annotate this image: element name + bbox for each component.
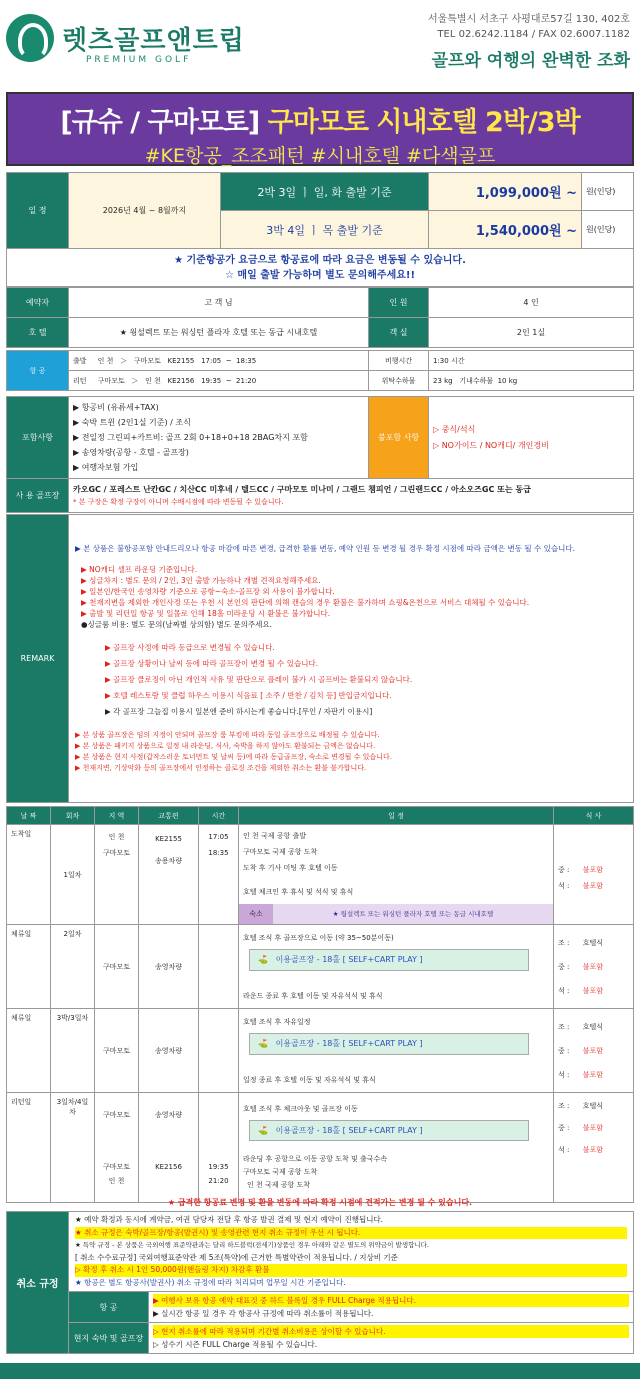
plan-item: 호텔 조식 후 골프장으로 이동 (약 35~50분이동) — [243, 933, 394, 942]
meal-value: 호텔식 — [582, 1102, 604, 1110]
flight-arr: 18:35 — [236, 356, 257, 365]
col-round: 회차 — [51, 807, 95, 825]
page-title — [8, 100, 632, 139]
remark-item: ▶ 호텔 레스토랑 및 클럽 하우스 이용시 식음료 [ 소주 / 반찬 / 김치 등] 반입금지입니다. — [105, 691, 392, 700]
people-value: 4 인 — [429, 288, 634, 318]
header — [0, 0, 640, 86]
remark-item: ▶ 골프장 클로징이 아닌 개인적 사유 및 판단으로 플레이 불가 시 골프비는 환불되지 않습니다. — [105, 675, 413, 684]
room-value: 2인 1실 — [429, 318, 634, 348]
day-plan — [239, 1009, 554, 1093]
flight-to: 인 천 — [145, 376, 161, 385]
day-transport: 송영차량 — [139, 1009, 199, 1093]
golf-course: 이용골프장 - 18홀 [ SELF+CART PLAY ] — [275, 954, 423, 964]
carryon-label: 기내수하물 — [459, 376, 494, 385]
transport-item: KE2155 — [155, 834, 182, 843]
included-item: ▶ 숙박 트윈 (2인1실 기준) / 조식 — [73, 418, 191, 427]
col-date: 날 짜 — [7, 807, 51, 825]
hotel-value: ★ 웡설렉트 또는 워싱턴 플라자 호텔 또는 동급 시내호텔 — [69, 318, 369, 348]
day-row — [7, 1009, 634, 1093]
stay-value: ★ 웡설렉트 또는 워싱턴 플라자 호텔 또는 동급 시내호텔 — [273, 904, 553, 924]
meal-label: 조 : — [558, 938, 570, 947]
day-row — [7, 825, 634, 925]
cancel-line: ★ 취소 규정은 숙박/골프장/항공(발권시) 및 송영관련 현지 취소 규정이 우선 시 됩니다. — [75, 1227, 627, 1240]
remark-item: ▶ 일본인/한국인 송영차량 기준으로 공항~숙소-골프장 외 사용이 불가합니다. — [81, 587, 335, 596]
transport-item: KE2156 — [155, 1162, 182, 1171]
day-round: 2일차 — [51, 925, 95, 1009]
area-item: 인 천 — [108, 832, 125, 841]
price-3day: 1,099,000원 ~ — [429, 173, 582, 211]
transport-item: 송용차량 — [154, 856, 183, 865]
cancel-line: ▷ 확정 후 취소 시 1인 50,000원(핸들링 차지) 차감후 환불 — [75, 1264, 627, 1277]
remark-label: REMARK — [7, 515, 69, 803]
brand-name: 렛츠골프앤트립 — [62, 26, 245, 56]
golf-flag-icon: ⛳ — [258, 1126, 268, 1135]
day-row — [7, 925, 634, 1009]
people-label: 인 원 — [369, 288, 429, 318]
flight-dir: 리턴 — [73, 376, 87, 385]
flight-time-label: 비행시간 — [369, 351, 429, 371]
flight-arrow: ＞ — [120, 356, 128, 365]
meal-value: 불포함 — [582, 881, 604, 890]
cancel-table — [6, 1211, 634, 1354]
meal-value: 호텔식 — [582, 938, 604, 947]
courses-label: 사 용 골프장 — [7, 479, 69, 513]
carryon-value: 10 kg — [497, 376, 518, 385]
price-4day: 1,540,000원 ~ — [429, 211, 582, 249]
day-date: 체류일 — [7, 925, 51, 1009]
meal-label: 석 : — [558, 986, 570, 995]
courses-note: * 본 구장은 확정 구장이 아니며 수배시점에 따라 변동될 수 있습니다. — [73, 497, 284, 506]
plan-item: 구마모토 국제 공항 도착 — [243, 847, 318, 856]
flight-dep: 19:35 — [201, 376, 222, 385]
meal-label: 중 : — [558, 865, 570, 874]
included-item: ▶ 여행자보험 가입 — [73, 463, 139, 472]
price-unit: 원(인당) — [582, 173, 634, 211]
slogan: 골프와 여행의 완벽한 조화 — [431, 51, 630, 71]
golf-flag-icon: ⛳ — [258, 954, 268, 964]
day-round: 3일차/4일차 — [51, 1093, 95, 1203]
meal-value: 불포함 — [582, 962, 604, 971]
transport-item: 송영차량 — [154, 1110, 183, 1119]
cancel-line: [ 취소 수수료규정] 국외여행표준약관 제 5조(특약)에 근거한 특별약관이 적용됩니다. / 지상비 기준 — [75, 1252, 398, 1262]
day-plan — [239, 1093, 554, 1203]
col-area: 지 역 — [95, 807, 139, 825]
stay-label: 숙소 — [239, 904, 273, 924]
day-time — [199, 1093, 239, 1203]
price-unit: 원(인당) — [582, 211, 634, 249]
remark-content — [69, 515, 634, 803]
time-item: 21:20 — [208, 1176, 229, 1185]
excluded-item: ▷ 중식/석식 — [433, 424, 476, 434]
golf-logo-icon — [6, 14, 54, 62]
golf-course: 이용골프장 - 18홀 [ SELF+CART PLAY ] — [275, 1038, 423, 1048]
day-plan — [239, 925, 554, 1009]
remark-table — [6, 514, 634, 803]
included-label: 포함사항 — [7, 397, 69, 479]
cancel-line: ★ 특약 규정 - 본 상품은 국외여행 표준약관과는 달리 하드블럭(전세기)상품인 경우 아래와 같은 별도의 위약금이 발생합니다. — [75, 1241, 429, 1249]
remark-item: ▶ 천재지변을 제외한 개인사정 또는 우천 시 본인의 판단에 의해 캔슬의 경우 환불은 불가하며 쇼핑&온천으로 서비스 대체될 수 있습니다. — [81, 598, 530, 607]
day-round: 3박/3일차 — [51, 1009, 95, 1093]
included-table — [6, 396, 634, 513]
baggage-label: 위탁수하물 — [369, 371, 429, 391]
meal-value: 불포함 — [582, 1070, 604, 1079]
day-date: 체류일 — [7, 1009, 51, 1093]
address: 서울특별시 서초구 사평대로57길 130, 402호 — [427, 14, 630, 25]
area-item: 구마모토 — [102, 848, 131, 857]
info-table — [6, 287, 634, 348]
period: 2026년 4월 ~ 8월까지 — [69, 173, 221, 249]
excluded-label: 불포함 사항 — [369, 397, 429, 479]
remark-item: ▶ 천재지변, 기상악화 등의 골프장에서 인정하는 클로징 조건을 제외한 취소는 환불 불가합니다. — [75, 764, 367, 772]
remark-item: ▶ 본 상품은 현지 사정(갑작스러운 토너먼트 및 날씨 등)에 따라 동급골프장, 숙소로 변경될 수 있습니다. — [75, 753, 392, 761]
cancel-local — [149, 1323, 634, 1354]
booker-label: 예약자 — [7, 288, 69, 318]
plan-item: 구마모토 국제 공항 도착 — [243, 1168, 318, 1176]
area-item: 구마모토 — [102, 1110, 131, 1119]
plan-4day: 3박 4일 ㅣ 목 출발 기준 — [221, 211, 429, 249]
remark-intro: ▶ 본 상품은 불항공포함 안내드리오나 항공 마감에 따른 변경, 급격한 환률 변동, 예약 인원 등 변경 될 경우 확정 시점에 따라 금액은 변동 될 수 있습니다. — [75, 544, 575, 553]
telephone: TEL 02.6242.1184 / FAX 02.6007.1182 — [437, 29, 630, 40]
golf-flag-icon: ⛳ — [258, 1038, 268, 1048]
flight-arrow: ＞ — [131, 376, 139, 385]
plan-item: 호텔 조식 후 자유일정 — [243, 1017, 311, 1026]
golf-course-box — [249, 1033, 529, 1055]
meal-value: 불포함 — [582, 1146, 604, 1154]
meal-value: 불포함 — [582, 865, 604, 874]
footer-bar — [0, 1363, 640, 1379]
meal-label: 석 : — [558, 1146, 570, 1154]
region: [규슈 / 구마모토] — [60, 107, 260, 138]
remark-list2 — [105, 640, 627, 720]
day-transport — [139, 1093, 199, 1203]
brand-subtitle: PREMIUM GOLF — [86, 55, 192, 65]
cancel-label: 취소 규정 — [7, 1212, 69, 1354]
meal-label: 조 : — [558, 1102, 570, 1110]
col-transport: 교통편 — [139, 807, 199, 825]
excluded-item: ▷ NO가이드 / NO캐디/ 개인경비 — [433, 440, 549, 450]
time-item: 18:35 — [208, 848, 229, 857]
remark-item: ▶ NO캐디 셀프 라운딩 기준입니다. — [81, 565, 198, 574]
cancel-rules — [69, 1212, 634, 1292]
day-meals — [554, 1093, 634, 1203]
col-meals: 식 사 — [554, 807, 634, 825]
remark-item: ▶ 출발 및 리턴일 항공 및 일몰로 인해 18홀 미라운딩 시 환불은 불가합니다. — [81, 609, 331, 618]
flight-tilde: ~ — [225, 356, 232, 365]
day-plan — [239, 825, 554, 925]
plan-item: 호텔 조식 후 체크아웃 및 골프장 이동 — [243, 1105, 358, 1113]
day-date: 리턴일 — [7, 1093, 51, 1203]
plan-3day: 2박 3일 ㅣ 일, 화 출발 기준 — [221, 173, 429, 211]
product-name: 구마모토 시내호텔 2박/3박 — [267, 107, 580, 138]
time-item: 17:05 — [208, 832, 229, 841]
flight-table — [6, 350, 634, 391]
courses-cell — [69, 479, 634, 513]
day-row — [7, 1093, 634, 1203]
room-label: 객 실 — [369, 318, 429, 348]
day-date: 도착일 — [7, 825, 51, 925]
flight-from: 인 천 — [97, 356, 114, 365]
included-item: ▶ 전일정 그린피+카트비: 골프 2회 0+18+0+18 2BAG차지 포함 — [73, 433, 308, 442]
cancel-air-line: ▶ 실시간 항공 일 경우 각 항공사 규정에 따라 취소률이 적용됩니다. — [153, 1309, 374, 1318]
included-list — [69, 397, 369, 479]
day-time — [199, 1009, 239, 1093]
area-item: 구마모토 — [102, 1162, 131, 1171]
flight-return — [69, 371, 369, 391]
schedule-table — [6, 172, 634, 287]
baggage-info — [429, 371, 634, 391]
included-item: ▶ 송영차량(공항 - 호텔 - 골프장) — [73, 448, 189, 457]
remark-item: ▶ 골프장 상황이나 날씨 등에 따라 골프장이 변경 될 수 있습니다. — [105, 659, 319, 668]
plan-item: 일정 종료 후 호텔 이동 및 자유석식 및 휴식 — [243, 1075, 376, 1084]
remark-item: ▶ 본 상품 골프장은 임의 지정이 안되며 골프장 룸 부킹에 따라 동일 골프장으로 배정될 수 있습니다. — [75, 731, 380, 739]
flight-tilde: ~ — [225, 376, 232, 385]
flight-number: KE2155 — [167, 356, 195, 365]
schedule-label: 일 정 — [7, 173, 69, 249]
included-item: ▶ 항공비 (유류세+TAX) — [73, 403, 159, 412]
remark-item: ▶ 골프장 사정에 따라 동급으로 변경될 수 있습니다. — [105, 643, 275, 652]
price-notice — [7, 249, 634, 287]
cancel-local-line: ▷ 현지 취소률에 따라 적용되며 기간별 취소비용은 상이할 수 있습니다. — [153, 1325, 629, 1338]
day-meals — [554, 1009, 634, 1093]
day-time — [199, 825, 239, 925]
baggage-checked: 23 kg — [433, 376, 453, 385]
day-meals — [554, 825, 634, 925]
meal-label: 중 : — [558, 1124, 570, 1132]
day-area: 구마모토 — [95, 925, 139, 1009]
remark-list1 — [81, 564, 627, 619]
day-round: 1일차 — [51, 825, 95, 925]
day-meals — [554, 925, 634, 1009]
meal-value: 불포함 — [582, 1124, 604, 1132]
meal-value: 불포함 — [582, 986, 604, 995]
courses-list: 카오GC / 포레스트 난칸GC / 치산CC 미후네 / 텔드CC / 구마모토 미나미 / 그랜드 챔피언 / 그린랜드CC / 아소오즈GC 또는 동급 — [73, 484, 531, 494]
remark-list3 — [75, 730, 627, 774]
plan-item: 인 천 국제 공항 도착 — [247, 1181, 310, 1189]
plan-item: 라운딩 후 공항으로 이동 공항 도착 및 출국수속 — [243, 1155, 388, 1163]
golf-course-box — [249, 1120, 529, 1141]
flight-dep: 17:05 — [201, 356, 222, 365]
title-banner — [6, 92, 634, 166]
cancel-line: ★ 항공은 별도 항공사(발권사) 취소 규정에 따라 처리되며 업무일 시간 기준입니다. — [75, 1277, 346, 1287]
stay-bar — [239, 904, 553, 924]
remark-item: ▶ 각 골프장 그늘집 이용시 일본엔 준비 하시는게 좋습니다.[무인 / 자판기 이용시] — [105, 707, 373, 716]
day-time — [199, 925, 239, 1009]
meal-label: 석 : — [558, 881, 570, 890]
cancel-line: ★ 예약 확정과 동시에 계약금, 여권 담당자 전달 후 항공 발권 결제 및 현지 예약이 진행됩니다. — [75, 1215, 384, 1224]
day-transport: 송영차량 — [139, 925, 199, 1009]
flight-time: 1:30 시간 — [429, 351, 634, 371]
cancel-local-label: 현지 숙박 및 골프장 — [69, 1323, 149, 1354]
remark-item: ▶ 본 상품은 패키지 상품으로 일정 내 라운딩, 식사, 숙박을 하지 않아도 환불되는 금액은 없습니다. — [75, 742, 376, 750]
golf-course-box — [249, 949, 529, 971]
day-transport — [139, 825, 199, 925]
day-area — [95, 825, 139, 925]
itinerary-table — [6, 806, 634, 1203]
cancel-air-label: 항 공 — [69, 1292, 149, 1323]
excluded-list — [429, 397, 634, 479]
hashtags: #KE항공_조조패턴 #시내호텔 #다색골프 — [144, 145, 496, 167]
golf-course: 이용골프장 - 18홀 [ SELF+CART PLAY ] — [275, 1126, 423, 1135]
cancel-local-line: ▷ 성수기 시즌 FULL Charge 적용될 수 있습니다. — [153, 1340, 318, 1349]
meal-label: 조 : — [558, 1022, 570, 1031]
contact-info — [428, 12, 630, 42]
flight-number: KE2156 — [167, 376, 195, 385]
cancel-air — [149, 1292, 634, 1323]
meal-label: 중 : — [558, 1046, 570, 1055]
meal-value: 호텔식 — [582, 1022, 604, 1031]
price-change-warning: ★ 급격한 항공료 변경 및 환율 변동에 따라 확정 시점에 견적가는 변경 될 수 있습니다. — [167, 1198, 473, 1207]
time-item: 19:35 — [208, 1162, 229, 1171]
flight-arr: 21:20 — [236, 376, 257, 385]
flight-dir: 출발 — [73, 356, 87, 365]
col-time: 시간 — [199, 807, 239, 825]
meal-label: 중 : — [558, 962, 570, 971]
flight-from: 구마모토 — [97, 376, 125, 385]
hotel-label: 호 텔 — [7, 318, 69, 348]
booker-value: 고 객 님 — [69, 288, 369, 318]
day-area — [95, 1093, 139, 1203]
meal-value: 불포함 — [582, 1046, 604, 1055]
flight-label: 항 공 — [7, 351, 69, 391]
col-plan: 일 정 — [239, 807, 554, 825]
plan-item: 라운드 종료 후 호텔 이동 및 자유석식 및 휴식 — [243, 991, 383, 1000]
day-area: 구마모토 — [95, 1009, 139, 1093]
notice-line2: ☆ 매일 출발 가능하며 별도 문의해주세요!! — [224, 269, 416, 281]
cancel-air-line: ▶ 여행사 보유 항공 예약 대표것 중 하드 블록일 경우 FULL Charge 적용됩니다. — [153, 1294, 629, 1307]
flight-outbound — [69, 351, 369, 371]
single-room-note: ●싱글룸 비용: 별도 문의(날짜별 상의함) 별도 문의주세요. — [81, 620, 272, 629]
plan-item: 인 천 국제 공항 출발 — [243, 831, 306, 840]
plan-item: 도착 후 기사 미팅 후 호텔 이동 — [243, 863, 338, 872]
remark-item: ▶ 싱글차지 : 별도 문의 / 2인, 3인 출발 가능하나 개별 견적요청해주세요. — [81, 576, 321, 585]
area-item: 인 천 — [108, 1176, 125, 1185]
plan-item: 호텔 체크인 후 휴식 및 석식 및 휴식 — [243, 887, 354, 896]
notice-line1: ★ 기준항공가 요금으로 항공료에 따라 요금은 변동될 수 있습니다. — [174, 254, 466, 266]
meal-label: 석 : — [558, 1070, 570, 1079]
flight-to: 구마모토 — [133, 356, 161, 365]
